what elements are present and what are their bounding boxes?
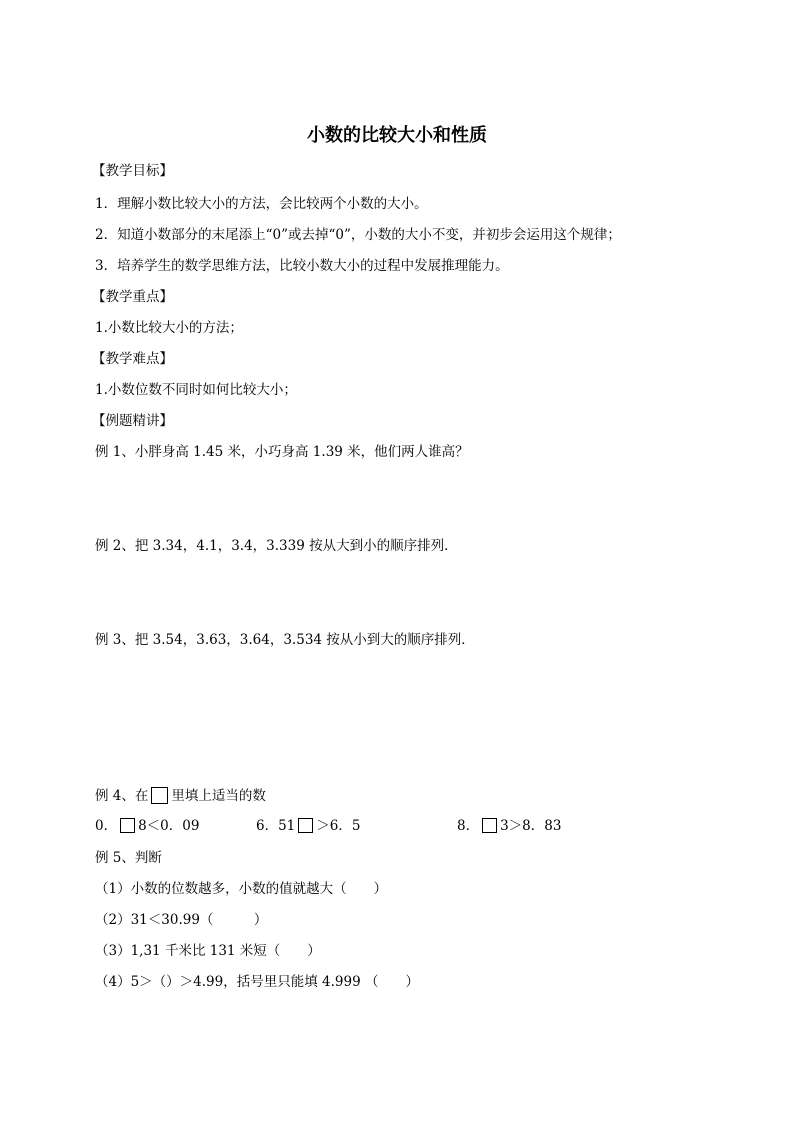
q3-before: 8． bbox=[457, 818, 480, 834]
difficulty-item-1: 1.小数位数不同时如何比较大小； bbox=[95, 382, 297, 398]
example-1: 例 1、小胖身高 1.45 米，小巧身高 1.39 米，他们两人谁高？ bbox=[95, 444, 469, 460]
q1-before: 0． bbox=[95, 818, 118, 834]
key-points-heading: 【教学重点】 bbox=[92, 289, 173, 305]
example-5-item-1: （1）小数的位数越多，小数的值就越大（ ） bbox=[95, 881, 388, 897]
q2-after: ＞6．5 bbox=[316, 818, 361, 834]
example-5-item-2: （2）31＜30.99（ ） bbox=[95, 912, 268, 928]
q1-after: 8＜0．09 bbox=[138, 818, 200, 834]
page-title: 小数的比较大小和性质 bbox=[307, 125, 487, 146]
objectives-heading: 【教学目标】 bbox=[92, 163, 173, 179]
example-4 bbox=[95, 787, 266, 805]
difficulties-heading: 【教学难点】 bbox=[92, 351, 173, 367]
example-5-item-3: （3）1,31 千米比 131 米短（ ） bbox=[95, 943, 321, 959]
key-point-item-1: 1.小数比较大小的方法； bbox=[95, 320, 243, 336]
objective-item-2: 2．知道小数部分的末尾添上“0”或去掉“0”，小数的大小不变，并初步会运用这个规律； bbox=[95, 227, 621, 243]
objective-item-3: 3．培养学生的数学思维方法，比较小数大小的过程中发展推理能力。 bbox=[95, 258, 509, 274]
examples-heading: 【例题精讲】 bbox=[92, 413, 173, 429]
q2-answer-box[interactable] bbox=[298, 818, 313, 833]
q3-answer-box[interactable] bbox=[482, 818, 497, 833]
q2-before: 6．51 bbox=[256, 818, 296, 834]
q1-answer-box[interactable] bbox=[120, 818, 135, 833]
objective-item-1: 1．理解小数比较大小的方法，会比较两个小数的大小。 bbox=[95, 196, 428, 212]
example-4-q1 bbox=[95, 817, 199, 835]
example-4-prefix: 例 4、在 bbox=[95, 788, 149, 804]
example-4-q3 bbox=[457, 817, 561, 835]
answer-box-icon bbox=[151, 787, 168, 804]
example-4-suffix: 里填上适当的数 bbox=[171, 788, 266, 804]
example-5-item-4: （4）5＞（）＞4.99，括号里只能填 4.999 （ ） bbox=[95, 974, 419, 990]
example-4-questions bbox=[95, 817, 695, 837]
example-3: 例 3、把 3.54，3.63，3.64，3.534 按从小到大的顺序排列． bbox=[95, 632, 475, 648]
q3-after: 3＞8．83 bbox=[500, 818, 562, 834]
example-5-heading: 例 5、判断 bbox=[95, 850, 162, 866]
example-2: 例 2、把 3.34，4.1，3.4，3.339 按从大到小的顺序排列． bbox=[95, 538, 458, 554]
example-4-q2 bbox=[256, 817, 360, 835]
